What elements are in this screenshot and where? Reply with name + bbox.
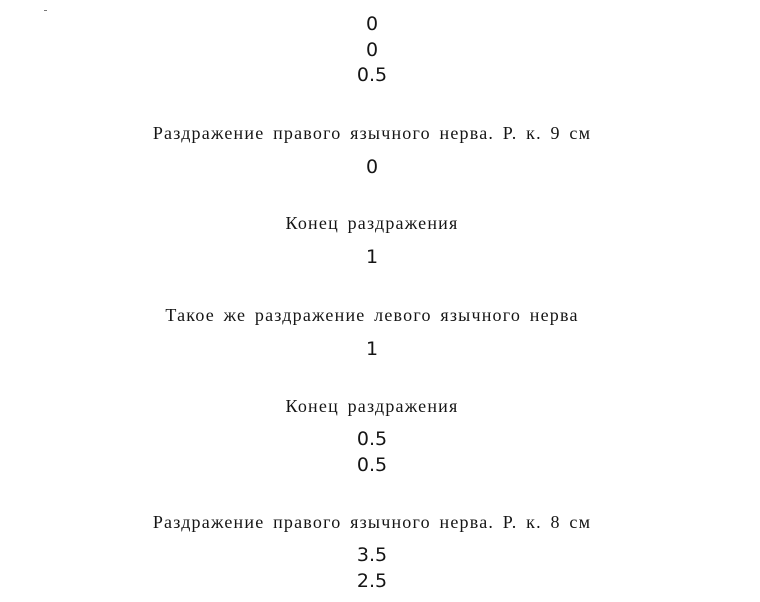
value-line: 0 [365, 39, 379, 61]
end-stimulation-caption: Конец раздражения [285, 213, 459, 233]
end-stimulation-caption: Конец раздражения [285, 396, 459, 416]
stimulation-caption: Раздражение правого язычного нерва. Р. к. 9 см [152, 123, 592, 143]
stimulation-caption: Такое же раздражение левого язычного нерва [165, 305, 579, 325]
value-line: 0 [365, 156, 379, 178]
scan-speck [44, 10, 47, 11]
value-line: 3.5 [356, 544, 388, 566]
stimulation-caption: Раздражение правого язычного нерва. Р. к. 8 см [152, 512, 592, 532]
value-line: 0.5 [356, 428, 388, 450]
value-line: 0.5 [356, 454, 388, 476]
value-line: 2.5 [356, 570, 388, 592]
value-line: 0 [365, 13, 379, 35]
value-line: 1 [365, 246, 379, 268]
value-line: 1 [365, 338, 379, 360]
value-line: 0.5 [356, 64, 388, 86]
